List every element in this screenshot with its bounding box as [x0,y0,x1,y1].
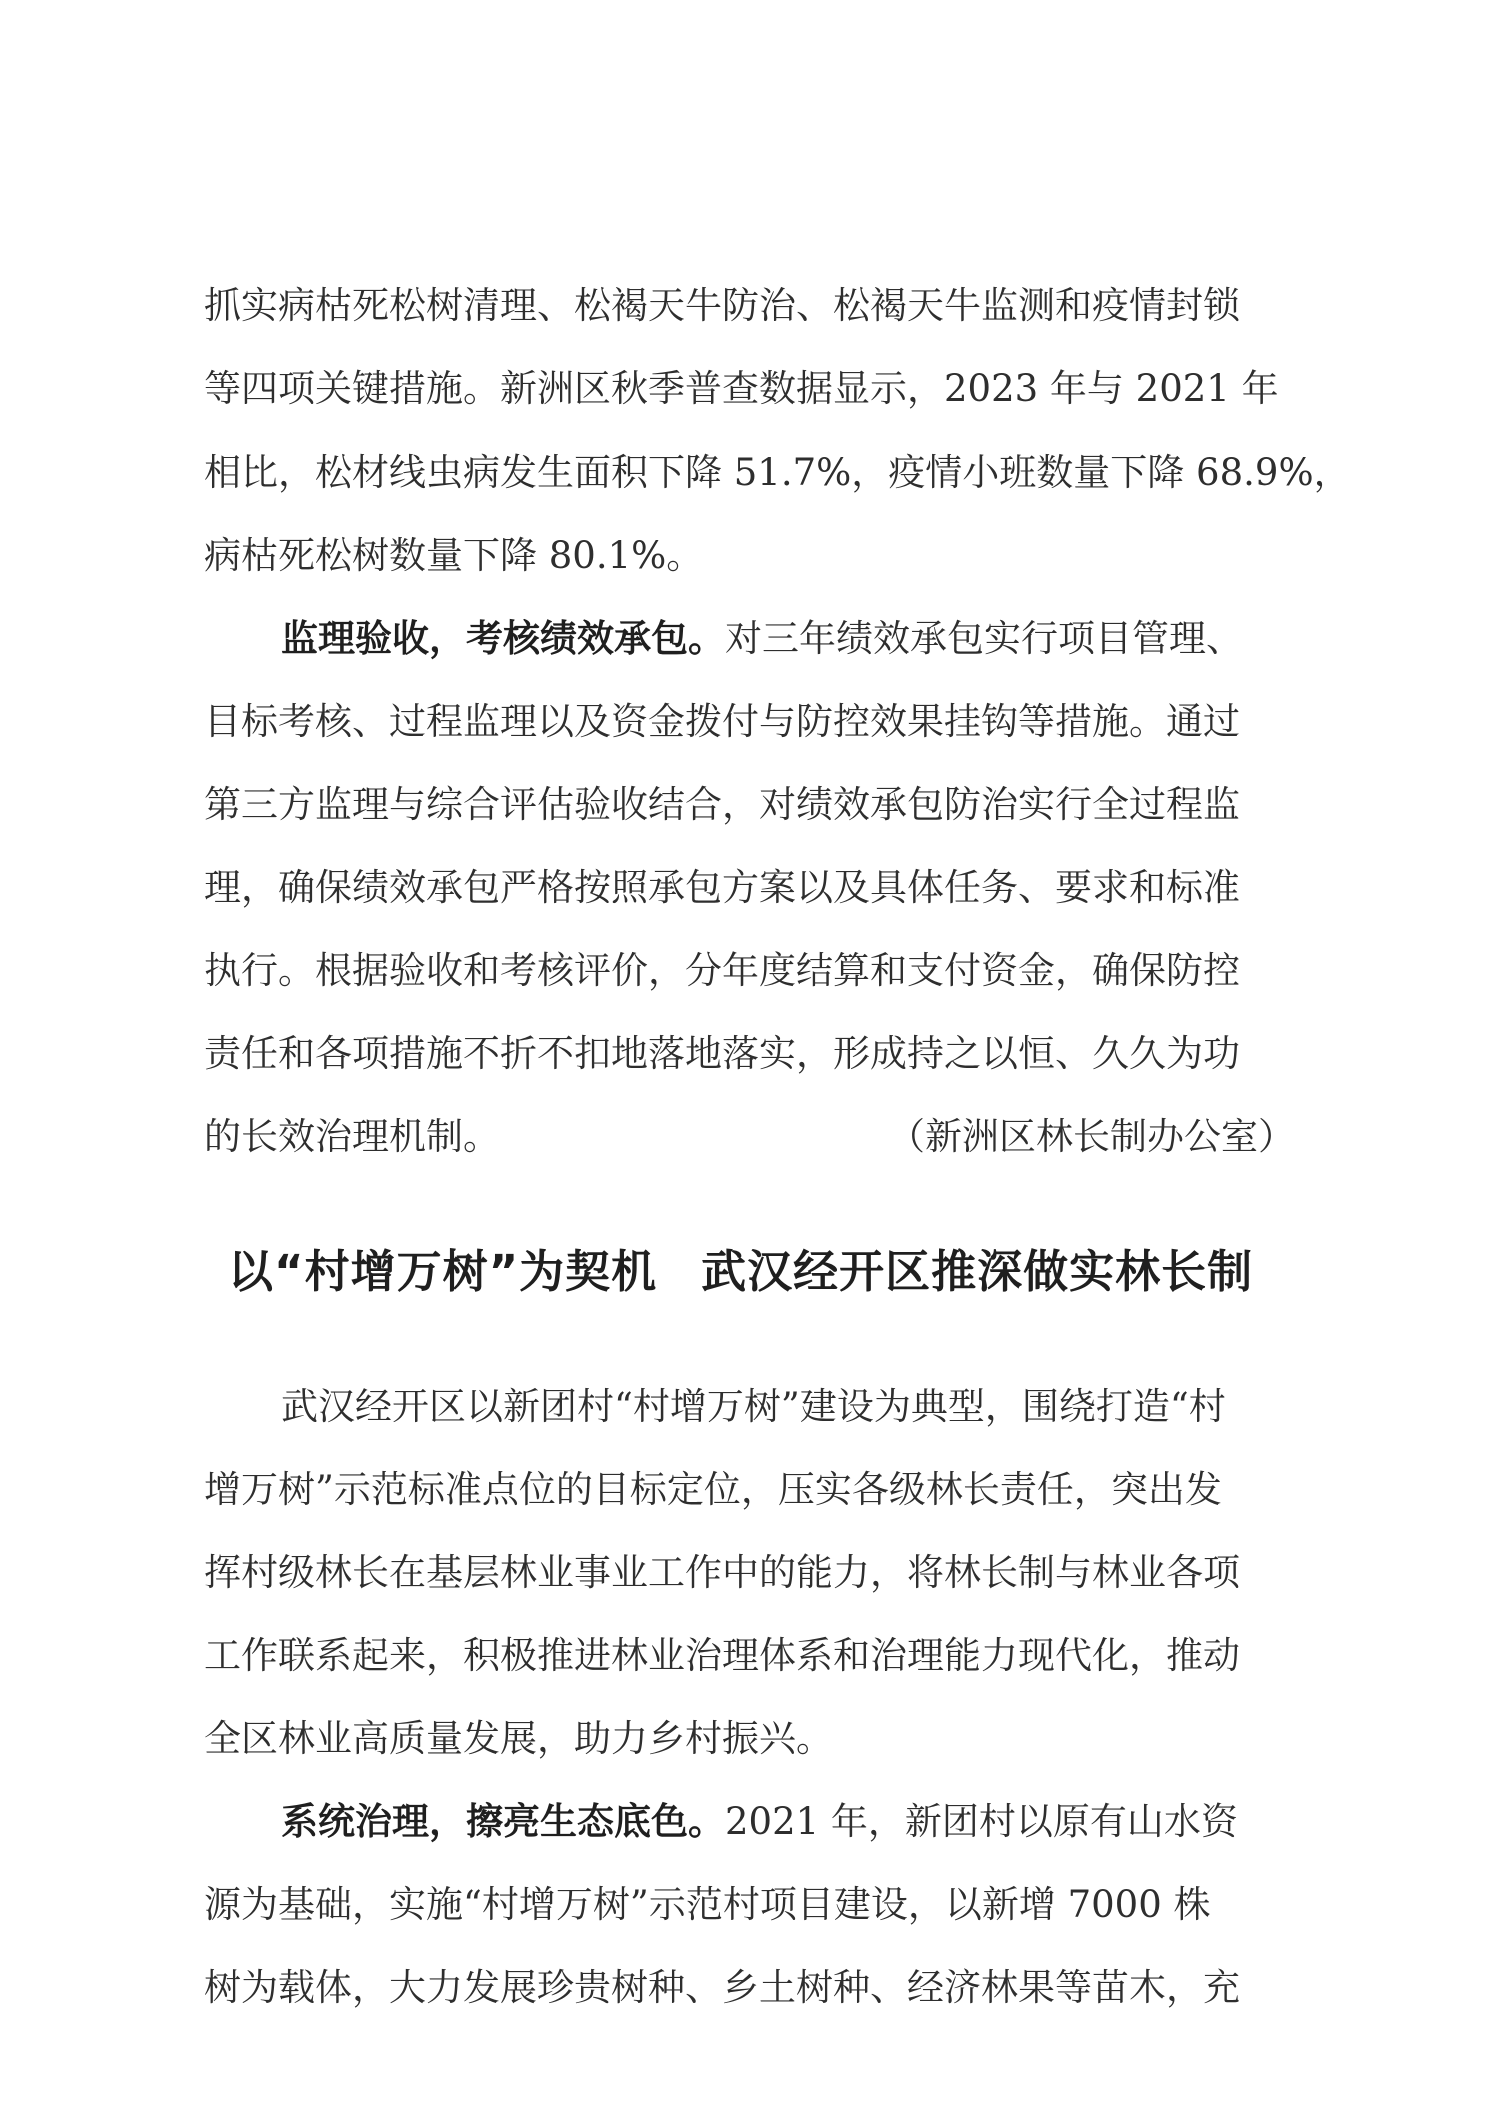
text-line: 相比，松材线虫病发生面积下降 51.7%，疫情小班数量下降 68.9%， [204,451,1351,494]
paragraph-text: 对三年绩效承包实行项目管理、 [725,617,1243,660]
text-line: 工作联系起来，积极推进林业治理体系和治理能力现代化，推动 [204,1634,1240,1677]
text-line: 理，确保绩效承包严格按照承包方案以及具体任务、要求和标准 [204,866,1240,909]
paragraph-text: 2021 年，新团村以原有山水资 [725,1800,1238,1843]
paragraph-first-line [281,609,1243,669]
text-line: 执行。根据验收和考核评价，分年度结算和支付资金，确保防控 [204,949,1240,992]
text-line: 的长效治理机制。 [204,1115,500,1158]
text-line: 树为载体，大力发展珍贵树种、乡土树种、经济林果等苗木，充 [204,1966,1240,2009]
text-line: 增万树”示范标准点位的目标定位，压实各级林长责任，突出发 [204,1468,1222,1511]
text-line: 第三方监理与综合评估验收结合，对绩效承包防治实行全过程监 [204,783,1240,826]
source-attribution: （新洲区林长制办公室） [888,1115,1295,1158]
paragraph-lead: 监理验收，考核绩效承包。 [281,617,725,660]
text-line: 源为基础，实施“村增万树”示范村项目建设，以新增 7000 株 [204,1883,1211,1926]
title-part: 以“村增万树”为契机 [228,1245,658,1298]
article-title [228,1237,1253,1307]
text-line: 挥村级林长在基层林业事业工作中的能力，将林长制与林业各项 [204,1551,1240,1594]
text-line: 等四项关键措施。新洲区秋季普查数据显示，2023 年与 2021 年 [204,367,1279,410]
text-line: 抓实病枯死松树清理、松褐天牛防治、松褐天牛监测和疫情封锁 [204,284,1240,327]
paragraph-lead: 系统治理，擦亮生态底色。 [281,1800,725,1843]
text-line: 武汉经开区以新团村“村增万树”建设为典型，围绕打造“村 [281,1385,1226,1428]
text-line: 责任和各项措施不折不扣地落地落实，形成持之以恒、久久为功 [204,1032,1240,1075]
text-line: 病枯死松树数量下降 80.1%。 [204,534,704,577]
title-part: 武汉经开区推深做实林长制 [701,1245,1254,1298]
text-line: 全区林业高质量发展，助力乡村振兴。 [204,1717,833,1760]
text-line: 目标考核、过程监理以及资金拨付与防控效果挂钩等措施。通过 [204,700,1240,743]
paragraph-first-line [281,1792,1238,1852]
